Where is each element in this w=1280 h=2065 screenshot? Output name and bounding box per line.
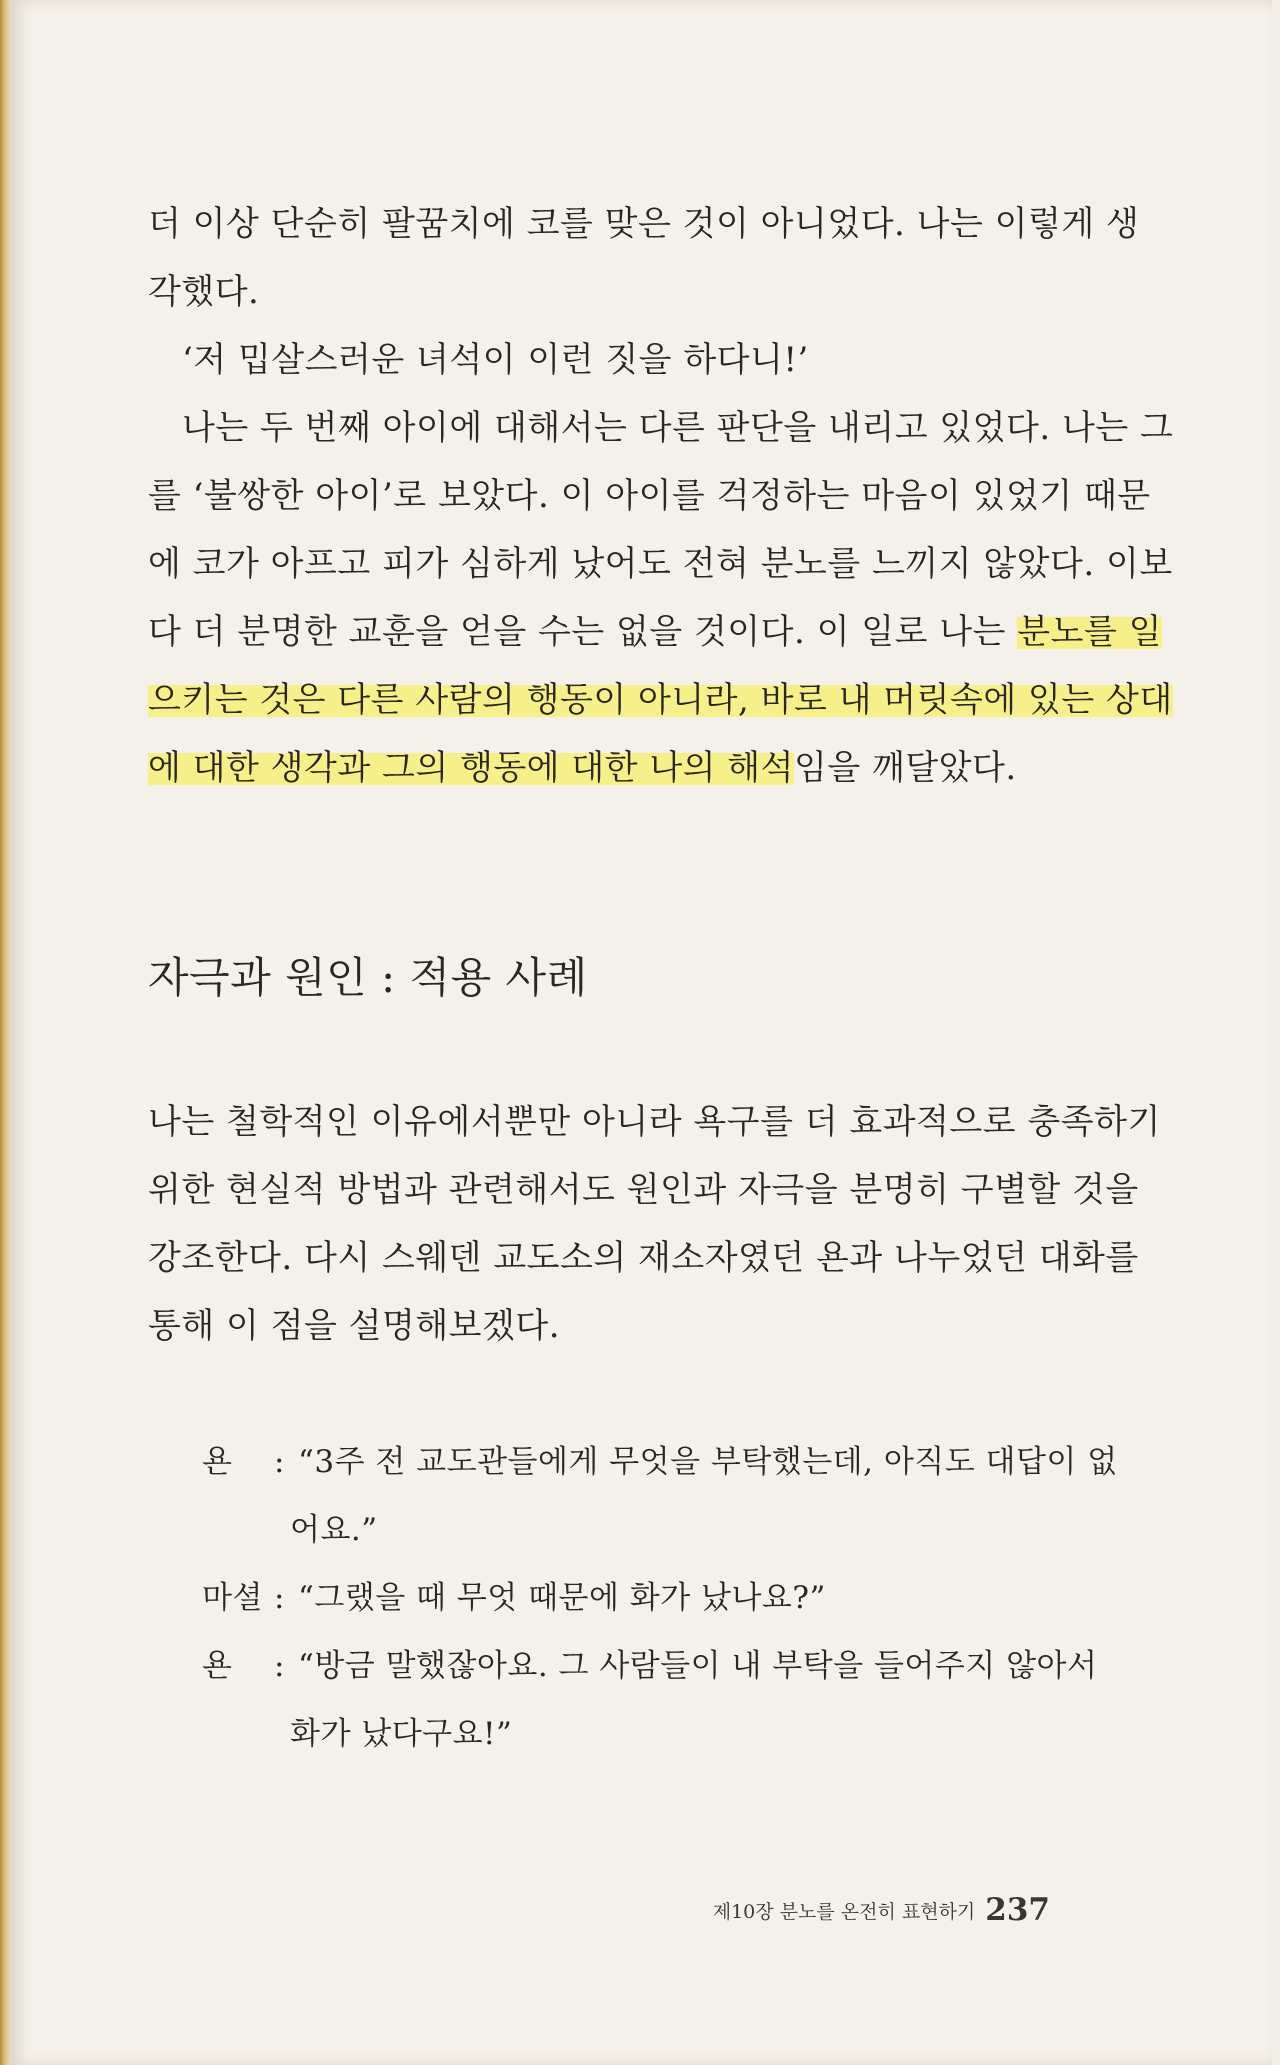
- paragraph-line: 더 이상 단순히 팔꿈치에 코를 맞은 것이 아니었다. 나는 이렇게 생: [148, 204, 1140, 244]
- section-title: 자극과 원인 : 적용 사례: [148, 953, 588, 1002]
- colon: :: [274, 1580, 285, 1616]
- speaker-name: 욘: [202, 1648, 233, 1684]
- body-text-top: [148, 190, 1174, 802]
- speech-line: “3주 전 교도관들에게 무엇을 부탁했는데, 아직도 대답이 없: [298, 1444, 1118, 1480]
- speech-line: 어요.”: [290, 1512, 378, 1548]
- chapter-title: 제10장 분노를 온전히 표현하기: [712, 1901, 976, 1923]
- paragraph-line: [148, 666, 1173, 734]
- speech-line: “그랬을 때 무엇 때문에 화가 났나요?”: [298, 1580, 826, 1616]
- paragraph-line: 에 코가 아프고 피가 심하게 났어도 전혀 분노를 느끼지 않았다. 이보: [148, 544, 1173, 584]
- speaker-name: 욘: [202, 1444, 233, 1480]
- highlighted-text: 에 대한 생각과 그의 행동에 대한 나의 해석: [148, 748, 794, 788]
- highlighted-text: 으키는 것은 다른 사람의 행동이 아니라, 바로 내 머릿속에 있는 상대: [148, 680, 1173, 720]
- book-page: [10, 0, 1272, 2065]
- speaker-name: 마셜: [202, 1580, 263, 1616]
- page-number: 237: [985, 1892, 1050, 1928]
- paragraph-line: 통해 이 점을 설명해보겠다.: [148, 1306, 561, 1346]
- speech-line: 화가 났다구요!”: [290, 1716, 513, 1752]
- paragraph-line: 나는 두 번째 아이에 대해서는 다른 판단을 내리고 있었다. 나는 그: [182, 408, 1174, 448]
- plain-text: 다 더 분명한 교훈을 얻을 수는 없을 것이다. 이 일로 나는: [148, 612, 1018, 652]
- paragraph-line: 위한 현실적 방법과 관련해서도 원인과 자극을 분명히 구별할 것을: [148, 1170, 1139, 1210]
- speech-line: “방금 말했잖아요. 그 사람들이 내 부탁을 들어주지 않아서: [298, 1648, 1098, 1684]
- paragraph-line: [148, 734, 1088, 802]
- paragraph-line: 나는 철학적인 이유에서뿐만 아니라 욕구를 더 효과적으로 충족하기: [148, 1102, 1161, 1142]
- highlighted-text: 분노를 일: [1017, 612, 1162, 652]
- colon: :: [274, 1648, 285, 1684]
- page-footer: [713, 1890, 1050, 1932]
- quote-line: ‘저 밉살스러운 녀석이 이런 짓을 하다니!’: [182, 340, 809, 380]
- paragraph-line: 각했다.: [148, 272, 260, 312]
- colon: :: [274, 1444, 285, 1480]
- paragraph-line: [148, 598, 1162, 666]
- body-text-bottom: [148, 1088, 1161, 1360]
- paragraph-line: 강조한다. 다시 스웨덴 교도소의 재소자였던 욘과 나누었던 대화를: [148, 1238, 1139, 1278]
- plain-text: 임을 깨달았다.: [794, 748, 1017, 788]
- paragraph-line: 를 ‘불쌍한 아이’로 보았다. 이 아이를 걱정하는 마음이 있었기 때문: [148, 476, 1151, 516]
